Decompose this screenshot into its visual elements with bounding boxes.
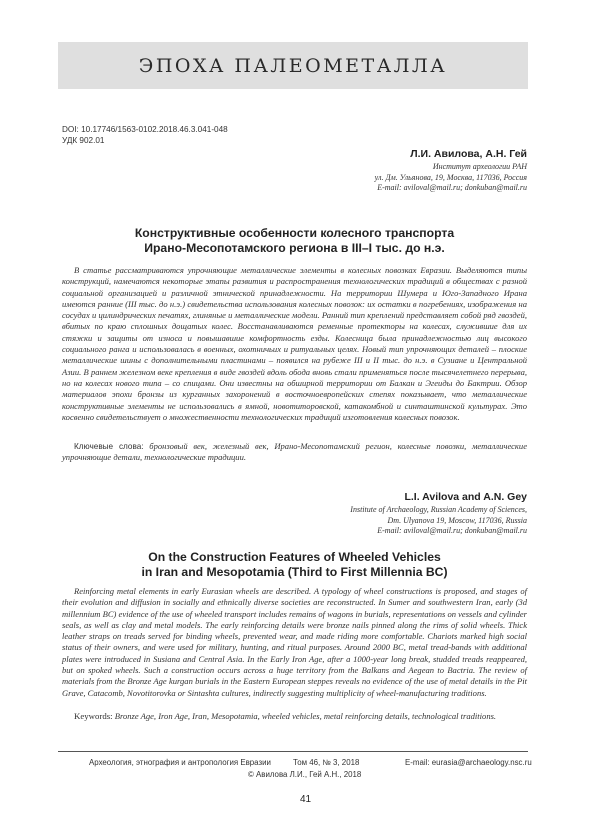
ru-title-line: Конструктивные особенности колесного транспорта [134,226,455,240]
section-title: ЭПОХА ПАЛЕОМЕТАЛЛА [138,54,448,77]
ru-author-block [375,148,527,194]
ru-abstract: В статье рассматриваются упрочняющие металлические элементы в колесных повозках Евразии. Выделяются типы конструкций, намечаются некоторые этапы развития и распространения технологических традиций в обществах с разной социальной организацией и различной этнической принадлежности. На территории Шумера и Юго-Западного Ирана имеются ранние (III тыс. до н.э.) свидетельства использования колесных повозок: их остатки в погребениях, изображения на сосудах и цилиндрических печатях, глиняные и металлические модели. Ранний тип креплений представляет собой ряд гвоздей, вбитых по краю сплошных дощатых колес. Восстанавливаются ременные протекторы на колесах, служившие для их стяжки и защиты от износа и повышавшие комфортность езды. Колесница была принадлежностью лиц высокого социального ранга и использовалась в военных, охотничьих и ритуальных целях. Новый тип упрочняющих деталей – плоские металлические шины с дополнительными пластинами – появился на рубеже III и II тыс. до н.э. в Сузиане и Центральной Азии. В раннем железном веке крепления в виде гвоздей вдоль обода вновь стали применяться после тысячелетнего перерыва, но на колесах нового типа – со спицами. Они известны на обширной территории от Балкан и Эгеиды до Бактрии. Обзор материалов эпохи бронзы из курганных захоронений в восточноевропейских степях показывает, что металлические конструктивные элементы не использовались в ямной, новотиторовской, катакомбной и синташтинской культурах. Это косвенно свидетельствует о множественности технологических традиций изготовления колесных повозок. [62,265,527,422]
footer-divider [58,751,528,752]
ru-title-line: Ирано-Месопотамского региона в III–I тыс. до н.э. [144,241,445,255]
en-title-line: in Iran and Mesopotamia (Third to First Millennia BC) [141,565,448,579]
ru-keywords-label: Ключевые слова: [74,442,144,451]
ru-keywords-list: бронзовый век, железный век, Ирано-Месопотамский регион, колесные повозки, металлические упрочняющие детали, технологические традиции. [62,441,527,463]
ru-email[interactable]: E-mail: aviloval@mail.ru; donkuban@mail.ru [377,183,527,192]
article-meta [62,125,228,146]
ru-affiliation: Институт археологии РАН [432,162,527,171]
en-keywords-list: Bronze Age, Iron Age, Iran, Mesopotamia, wheeled vehicles, metal reinforcing details, technological traditions. [114,711,497,721]
en-email[interactable]: E-mail: aviloval@mail.ru; donkuban@mail.ru [377,526,527,535]
page-number: 41 [299,794,312,805]
footer-email[interactable]: E-mail: eurasia@archaeology.nsc.ru [405,758,532,767]
ru-authors: Л.И. Авилова, А.Н. Гей [410,148,527,160]
en-title [62,550,527,580]
ru-title [62,226,527,256]
en-abstract: Reinforcing metal elements in early Eurasian wheels are described. A typology of wheel constructions is proposed, and stages of their evolution and diffusion in socially and ethnically diverse societies are reconstructed. In Sumer and southwestern Iran, early (3d millennium BC) evidence of the use of wheeled transport includes remains of wagons in burials, representations on vessels and cylinder seals, as well as clay and metal models. The early reinforcing details were bronze nails pinned along the rims of solid wheels. Thick leather straps on treads served for binding wheels, prevented wear, and made riding more comfortable. Chariots marked high social status of their owners, and were used for military, hunting, and ritual purposes. Around 2000 BC, metal tread-bands with additional plates were introduced in Susiana and Central Asia. In the Early Iron Age, after a 1000-year long break, studded treads reappeared, but on spoked wheels. Such a construction occurs across a huge territory from the Balkans and Aegean to Bactria. The review of materials from the Bronze Age kurgan burials in the Eastern European steppes reveals no evidence of the use of metal details in the Pit Grave, Catacomb, Novotitorovka or Sintashta cultures, indirectly suggesting multiplicity of wheel-manufacturing traditions. [62,586,527,698]
en-title-line: On the Construction Features of Wheeled Vehicles [148,550,441,564]
en-keywords [62,711,527,722]
udk: УДК 902.01 [62,135,105,145]
en-affiliation: Institute of Archaeology, Russian Academy of Sciences, [350,505,527,514]
footer-issue: Том 46, № 3, 2018 [293,758,360,767]
ru-address: ул. Дм. Ульянова, 19, Москва, 117036, Россия [374,172,527,182]
en-address: Dm. Ulyanova 19, Moscow, 117036, Russia [387,515,527,525]
en-keywords-label: Keywords: [74,711,113,721]
ru-keywords [62,441,527,464]
doi: DOI: 10.17746/1563-0102.2018.46.3.041-048 [62,125,228,134]
en-authors: L.I. Avilova and A.N. Gey [404,491,527,503]
en-author-block [350,491,527,537]
section-header-band [58,42,528,89]
footer-journal: Археология, этнография и антропология Евразии [89,758,271,767]
footer-copyright: © Авилова Л.И., Гей А.Н., 2018 [248,770,362,779]
